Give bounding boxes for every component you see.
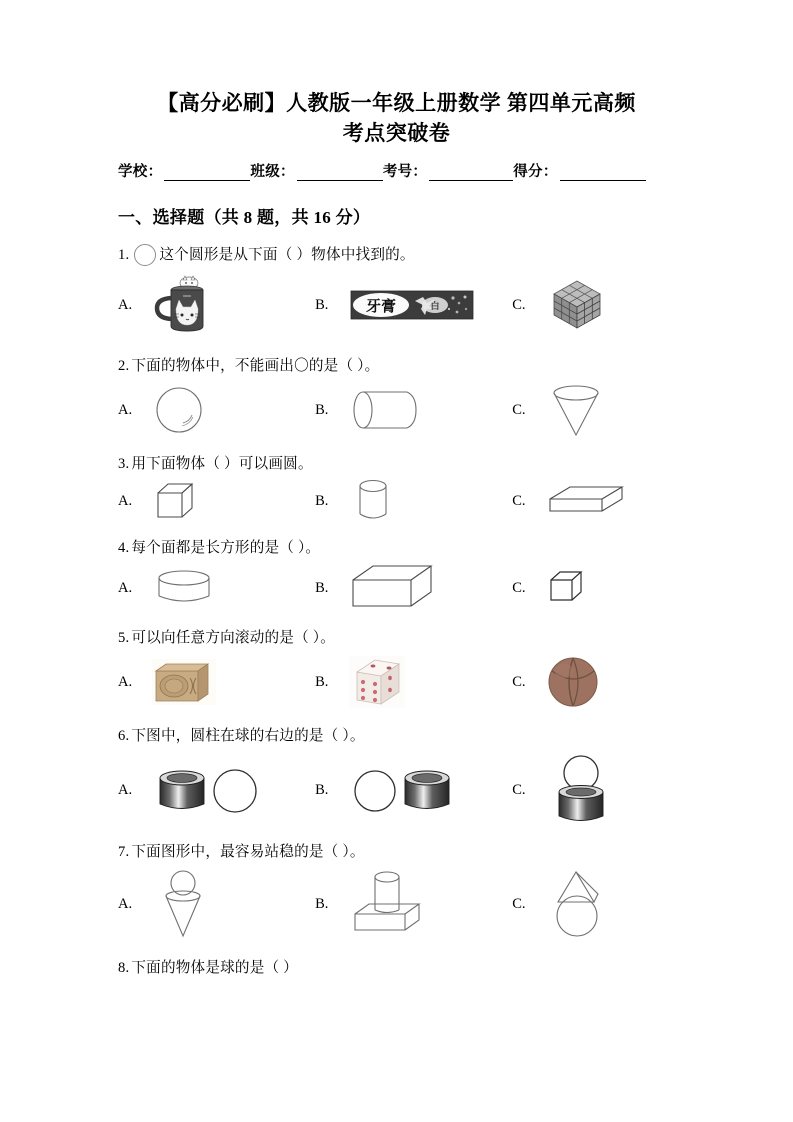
option-a-label: A. <box>118 781 133 798</box>
option-b-label: B. <box>315 673 329 690</box>
question-3-text-row <box>118 454 693 474</box>
page-title-line2: 考点突破卷 <box>342 121 451 145</box>
cylinder-short-line-icon <box>152 566 216 610</box>
question-5-text-row <box>118 628 693 648</box>
class-field <box>250 160 382 181</box>
option-b-label: B. <box>315 401 329 418</box>
question-3-text: 用下面物体（ ）可以画圆。 <box>131 456 313 472</box>
question-3 <box>0 454 793 524</box>
option-b-label: B. <box>315 492 329 509</box>
question-1 <box>0 244 793 336</box>
cylinder-vertical-line-icon <box>349 476 397 526</box>
option-c-label: C. <box>512 673 526 690</box>
exam-number-label: 考号： <box>382 164 428 180</box>
cuboid-line-icon <box>349 562 435 614</box>
class-input[interactable] <box>297 166 383 181</box>
ball-on-inverted-cone-icon <box>152 868 214 940</box>
question-2-text: 下面的物体中，不能画出〇的是（ ）。 <box>131 358 380 374</box>
option-b-label: B. <box>315 579 329 596</box>
cube-line-icon <box>152 479 202 523</box>
question-4-options <box>118 562 693 614</box>
question-6-option-c[interactable] <box>512 754 693 826</box>
question-6-options <box>118 754 693 826</box>
class-label: 班级： <box>250 164 295 180</box>
school-field <box>118 160 250 181</box>
question-8-text-row <box>118 958 693 978</box>
cube-small-line-icon <box>546 568 588 608</box>
question-7-option-c[interactable] <box>512 868 693 940</box>
toothpaste-box-photo-icon <box>349 285 475 325</box>
question-4-option-a[interactable] <box>118 566 315 610</box>
question-5-option-c[interactable] <box>512 655 693 709</box>
score-label: 得分： <box>513 164 558 180</box>
section-heading-choice: 一、选择题（共 8 题，共 16 分） <box>118 208 371 227</box>
question-1-number: 1. <box>118 247 130 263</box>
question-4-text: 每个面都是长方形的是（ ）。 <box>131 540 321 556</box>
option-a-label: A. <box>118 401 133 418</box>
circle-outline-icon <box>134 244 156 266</box>
wooden-speaker-photo-icon <box>152 659 216 705</box>
question-5 <box>0 628 793 710</box>
svg-text:牙膏: 牙膏 <box>366 299 397 315</box>
question-1-text-row <box>118 244 693 266</box>
question-7-option-a[interactable] <box>118 868 315 940</box>
ball-on-cylinder-icon <box>546 754 616 826</box>
rubiks-cube-photo-icon <box>546 276 608 334</box>
score-field <box>513 160 645 181</box>
option-a-label: A. <box>118 579 133 596</box>
option-c-label: C. <box>512 895 526 912</box>
question-4-text-row <box>118 538 693 558</box>
cone-inverted-line-icon <box>546 382 606 438</box>
page-title <box>0 0 793 148</box>
question-2-number: 2. <box>118 358 130 374</box>
option-b-label: B. <box>315 895 329 912</box>
question-2-options <box>118 382 693 438</box>
question-2-text-row <box>118 356 693 376</box>
page-title-line1: 【高分必刷】人教版一年级上册数学 第四单元高频 <box>157 91 636 115</box>
question-6-text-row <box>118 726 693 746</box>
question-6 <box>0 726 793 826</box>
question-1-option-c[interactable] <box>512 276 693 334</box>
question-1-option-b[interactable] <box>315 285 512 325</box>
question-6-text: 下图中，圆柱在球的右边的是（ ）。 <box>131 728 365 744</box>
score-input[interactable] <box>560 166 646 181</box>
question-7-text-row <box>118 842 693 862</box>
question-8 <box>0 958 793 978</box>
exam-number-input[interactable] <box>429 166 513 181</box>
svg-text:白: 白 <box>430 301 440 311</box>
question-6-option-b[interactable] <box>315 762 512 818</box>
question-7-option-b[interactable] <box>315 868 512 940</box>
exam-number-field <box>383 160 513 181</box>
question-2-option-c[interactable] <box>512 382 693 438</box>
question-5-number: 5. <box>118 630 130 646</box>
cylinder-horizontal-line-icon <box>349 384 423 436</box>
cat-mug-photo-icon <box>152 276 214 334</box>
question-6-number: 6. <box>118 728 130 744</box>
question-7-options <box>118 868 693 940</box>
question-2 <box>0 356 793 438</box>
question-5-option-b[interactable] <box>315 656 512 708</box>
question-3-option-a[interactable] <box>118 479 315 523</box>
school-input[interactable] <box>164 166 250 181</box>
question-1-option-a[interactable] <box>118 276 315 334</box>
question-7-number: 7. <box>118 844 130 860</box>
question-4-option-b[interactable] <box>315 562 512 614</box>
question-5-text: 可以向任意方向滚动的是（ ）。 <box>131 630 336 646</box>
option-c-label: C. <box>512 579 526 596</box>
cuboid-flat-line-icon <box>546 481 626 521</box>
option-c-label: C. <box>512 492 526 509</box>
option-c-label: C. <box>512 781 526 798</box>
question-4-option-c[interactable] <box>512 568 693 608</box>
question-7 <box>0 842 793 940</box>
option-c-label: C. <box>512 401 526 418</box>
ball-left-cylinder-right-icon <box>349 762 461 818</box>
student-info-row <box>0 148 793 181</box>
question-5-options <box>118 654 693 710</box>
question-8-number: 8. <box>118 960 130 976</box>
question-2-option-b[interactable] <box>315 384 512 436</box>
question-3-option-b[interactable] <box>315 476 512 526</box>
question-3-options <box>118 478 693 524</box>
option-a-label: A. <box>118 296 133 313</box>
question-3-number: 3. <box>118 456 130 472</box>
question-4 <box>0 538 793 614</box>
question-8-text: 下面的物体是球的是（ ） <box>131 960 298 976</box>
question-2-option-a[interactable] <box>118 383 315 437</box>
option-a-label: A. <box>118 492 133 509</box>
question-7-text: 下面图形中，最容易站稳的是（ ）。 <box>131 844 365 860</box>
option-c-label: C. <box>512 296 526 313</box>
question-3-option-c[interactable] <box>512 481 693 521</box>
question-4-number: 4. <box>118 540 130 556</box>
option-a-label: A. <box>118 895 133 912</box>
option-b-label: B. <box>315 781 329 798</box>
option-b-label: B. <box>315 296 329 313</box>
basketball-photo-icon <box>546 655 600 709</box>
cone-on-sphere-icon <box>546 868 616 940</box>
sphere-line-icon <box>152 383 206 437</box>
cylinder-on-cuboid-icon <box>349 868 427 940</box>
school-label: 学校： <box>118 164 163 180</box>
cylinder-left-ball-right-icon <box>152 762 264 818</box>
dice-photo-icon <box>349 656 405 708</box>
question-6-option-a[interactable] <box>118 762 315 818</box>
question-1-text: 这个圆形是从下面（ ）物体中找到的。 <box>159 247 415 263</box>
option-a-label: A. <box>118 673 133 690</box>
question-5-option-a[interactable] <box>118 659 315 705</box>
question-1-options <box>118 274 693 336</box>
